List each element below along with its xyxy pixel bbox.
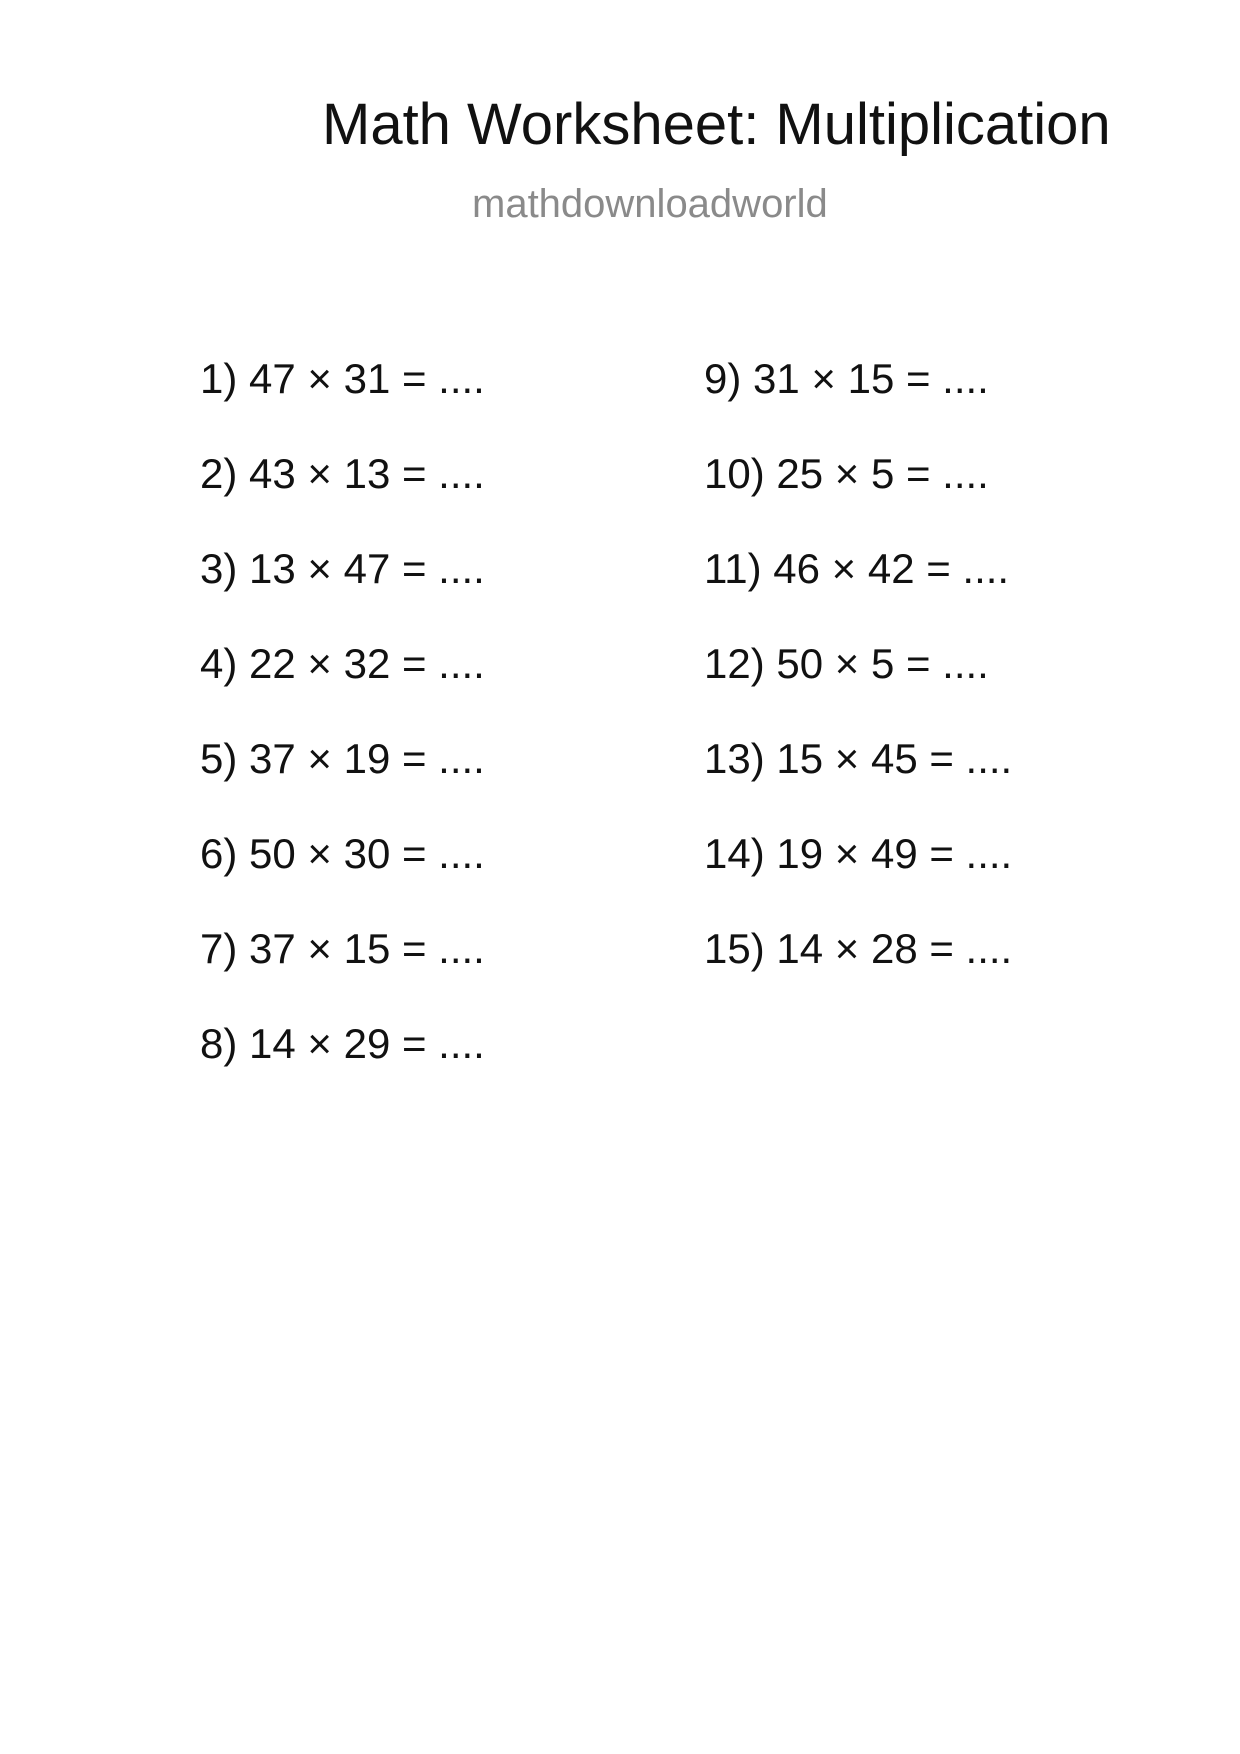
page-subtitle: mathdownloadworld (472, 182, 828, 226)
problem-10: 10) 25 × 5 = .... (704, 450, 989, 497)
problem-2: 2) 43 × 13 = .... (200, 450, 485, 497)
problem-14: 14) 19 × 49 = .... (704, 830, 1013, 877)
problem-5: 5) 37 × 19 = .... (200, 735, 485, 782)
problem-15: 15) 14 × 28 = .... (704, 925, 1013, 972)
problem-4: 4) 22 × 32 = .... (200, 640, 485, 687)
problem-7: 7) 37 × 15 = .... (200, 925, 485, 972)
problem-3: 3) 13 × 47 = .... (200, 545, 485, 592)
problem-6: 6) 50 × 30 = .... (200, 830, 485, 877)
problem-8: 8) 14 × 29 = .... (200, 1020, 485, 1067)
problem-9: 9) 31 × 15 = .... (704, 355, 989, 402)
problem-11: 11) 46 × 42 = .... (704, 545, 1010, 592)
page-title: Math Worksheet: Multiplication (322, 92, 1111, 157)
problem-13: 13) 15 × 45 = .... (704, 735, 1013, 782)
problem-1: 1) 47 × 31 = .... (200, 355, 485, 402)
problem-12: 12) 50 × 5 = .... (704, 640, 989, 687)
